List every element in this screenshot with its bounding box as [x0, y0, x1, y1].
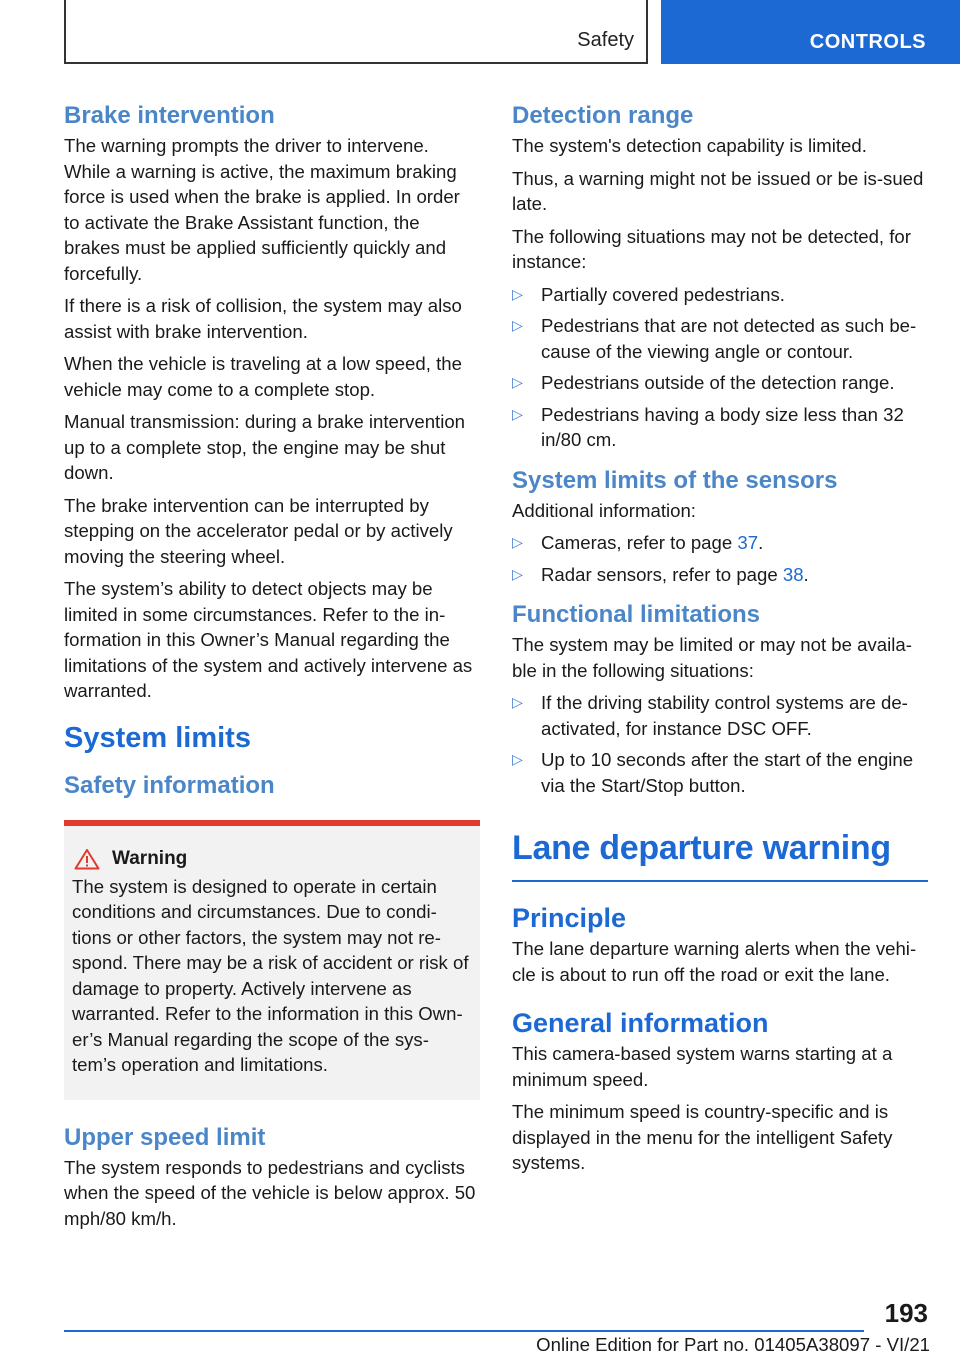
- paragraph: The brake intervention can be interrupted by stepping on the accelerator pedal or by actively moving the steering wheel.: [64, 494, 453, 567]
- paragraph: The system’s ability to detect objects may be limited in some circumstances. Refer to the in-formation in this Owner’s Manual regarding the limitations of the system and actively intervene as warranted.: [64, 578, 473, 701]
- list-item: ▷ If the driving stability control systems are de-activated, for instance DSC OFF.: [512, 692, 908, 739]
- heading-detection-range: Detection range: [512, 102, 694, 129]
- heading-system-limits: System limits: [64, 721, 251, 754]
- header-chapter-tab: [661, 0, 960, 64]
- bullet-triangle-icon: ▷: [512, 694, 523, 710]
- detection-list: [512, 282, 928, 453]
- page-link-cameras[interactable]: 37: [737, 532, 759, 553]
- left-column: [64, 100, 480, 1238]
- paragraph: The system responds to pedestrians and cyclists when the speed of the vehicle is below approx. 50 mph/80 km/h.: [64, 1156, 476, 1229]
- bullet-triangle-icon: ▷: [512, 285, 523, 302]
- paragraph: The following situations may not be detected, for instance:: [512, 225, 911, 272]
- bullet-triangle-icon: ▷: [512, 751, 523, 767]
- list-item: ▷ Up to 10 seconds after the start of the engine via the Start/Stop button.: [512, 749, 914, 796]
- paragraph: The system's detection capability is limited.: [512, 135, 867, 156]
- right-column: [512, 100, 928, 1183]
- warning-text: The system is designed to operate in certain conditions and circumstances. Due to condi-tions or other factors, the system may not re-spond. There may be a risk of accident or risk of damage to property. Actively intervene as warranted. Refer to the information in this Own-er’s Manual regarding the scope of the sys-tem’s operation and limitations.: [72, 875, 469, 1075]
- heading-general-information: General information: [512, 1008, 769, 1038]
- heading-principle: Principle: [512, 903, 627, 933]
- heading-functional-limitations: Functional limitations: [512, 601, 761, 628]
- page-link-radar[interactable]: 38: [782, 563, 804, 585]
- bullet-triangle-icon: ▷: [512, 405, 523, 422]
- warning-header: [72, 848, 472, 870]
- sensor-list: [512, 530, 928, 587]
- edition-note: Online Edition for Part no. 01405A38097 - VI/21: [536, 1334, 930, 1355]
- functional-list: [512, 690, 928, 798]
- list-item: ▷ Partially covered pedestrians.: [512, 282, 928, 308]
- heading-upper-speed-limit: Upper speed limit: [64, 1123, 266, 1151]
- paragraph: This camera-based system warns starting at a minimum speed.: [512, 1043, 893, 1090]
- paragraph: The minimum speed is country-specific and is displayed in the menu for the intelligent Safety systems.: [512, 1101, 893, 1173]
- page-number: 193: [884, 1298, 928, 1328]
- paragraph: When the vehicle is traveling at a low speed, the vehicle may come to a complete stop.: [64, 353, 462, 400]
- paragraph: Additional information:: [512, 499, 696, 521]
- list-item: ▷ Radar sensors, refer to page 38.: [512, 562, 928, 588]
- footer-divider: [64, 1330, 864, 1332]
- paragraph: The warning prompts the driver to intervene. While a warning is active, the maximum braking force is used when the brake is applied. In order to activate the Brake Assistant function, the brakes must be applied sufficiently quickly and forcefully.: [64, 135, 460, 284]
- list-item: ▷ Cameras, refer to page 37.: [512, 530, 928, 556]
- heading-sensor-limits: System limits of the sensors: [512, 466, 838, 494]
- bullet-triangle-icon: ▷: [512, 374, 523, 390]
- warning-box: [64, 820, 480, 1100]
- bullet-triangle-icon: ▷: [512, 534, 523, 550]
- heading-brake-intervention: Brake intervention: [64, 102, 275, 129]
- paragraph: Manual transmission: during a brake intervention up to a complete stop, the engine may be shut down.: [64, 411, 466, 483]
- warning-triangle-icon: [74, 848, 100, 870]
- warning-title: Warning: [112, 847, 188, 869]
- heading-safety-information: Safety information: [64, 771, 275, 799]
- bullet-triangle-icon: ▷: [512, 317, 523, 333]
- list-item: ▷ Pedestrians that are not detected as such be-cause of the viewing angle or contour.: [512, 315, 917, 362]
- paragraph: The system may be limited or may not be availa-ble in the following situations:: [512, 634, 912, 681]
- paragraph: The lane departure warning alerts when the vehi-cle is about to run off the road or exit the lane.: [512, 938, 917, 985]
- chapter-title: CONTROLS: [809, 31, 926, 53]
- heading-lane-departure-warning: Lane departure warning: [512, 826, 928, 882]
- bullet-triangle-icon: ▷: [512, 565, 523, 582]
- header-section-tab: [64, 0, 648, 64]
- section-title: Safety: [577, 29, 634, 51]
- list-item: ▷ Pedestrians having a body size less than 32 in/80 cm.: [512, 403, 904, 450]
- paragraph: Thus, a warning might not be issued or be is-sued late.: [512, 167, 924, 214]
- list-item: ▷ Pedestrians outside of the detection range.: [512, 370, 928, 396]
- paragraph: If there is a risk of collision, the system may also assist with brake intervention.: [64, 295, 462, 342]
